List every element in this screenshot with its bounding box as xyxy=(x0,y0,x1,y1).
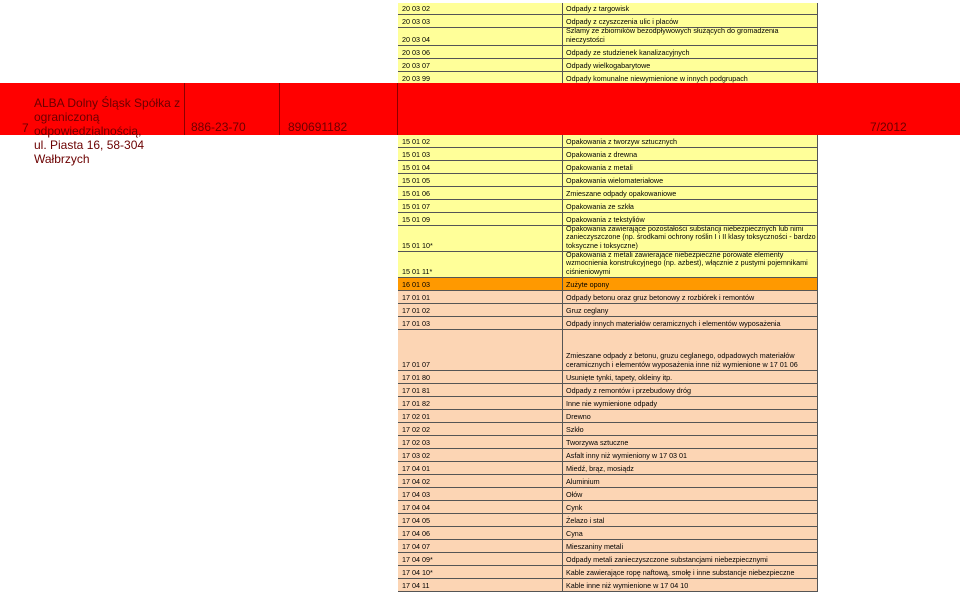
waste-code: 17 01 02 xyxy=(398,304,563,317)
table-row xyxy=(0,330,960,371)
waste-description: Cynk xyxy=(563,501,818,514)
table-row xyxy=(0,475,960,488)
table-row xyxy=(0,174,960,187)
company-number: 7 xyxy=(22,121,29,135)
waste-description: Żelazo i stal xyxy=(563,514,818,527)
waste-description: Inne nie wymienione odpady xyxy=(563,397,818,410)
waste-description: Opakowania z tworzyw sztucznych xyxy=(563,135,818,148)
table-row xyxy=(0,28,960,46)
waste-code: 17 04 03 xyxy=(398,488,563,501)
table-row xyxy=(0,213,960,226)
waste-description: Odpady ze studzienek kanalizacyjnych xyxy=(563,46,818,59)
waste-description: Szkło xyxy=(563,423,818,436)
waste-code: 17 02 02 xyxy=(398,423,563,436)
waste-code: 17 04 07 xyxy=(398,540,563,553)
waste-code: 20 03 02 xyxy=(398,3,563,15)
waste-description: Tworzywa sztuczne xyxy=(563,436,818,449)
waste-code: 17 01 03 xyxy=(398,317,563,330)
waste-code: 20 03 99 xyxy=(398,72,563,85)
waste-description: Mieszaniny metali xyxy=(563,540,818,553)
waste-description: Opakowania ze szkła xyxy=(563,200,818,213)
waste-description: Opakowania z metali xyxy=(563,161,818,174)
company-nip: 890691182 xyxy=(280,83,398,135)
waste-code: 20 03 04 xyxy=(398,28,563,46)
table-row xyxy=(0,566,960,579)
waste-code: 17 03 02 xyxy=(398,449,563,462)
waste-code: 20 03 07 xyxy=(398,59,563,72)
table-row xyxy=(0,226,960,252)
waste-description: Zmieszane odpady z betonu, gruzu ceglanego, odpadowych materiałów ceramicznych i elementów wyposażenia inne niż wymienione w 17 01 06 xyxy=(563,330,818,371)
table-row xyxy=(0,397,960,410)
waste-code: 15 01 06 xyxy=(398,187,563,200)
waste-description: Aluminium xyxy=(563,475,818,488)
waste-code: 17 01 80 xyxy=(398,371,563,384)
waste-description: Gruz ceglany xyxy=(563,304,818,317)
waste-description: Odpady metali zanieczyszczone substancjami niebezpiecznymi xyxy=(563,553,818,566)
waste-code: 17 04 10* xyxy=(398,566,563,579)
waste-description: Asfalt inny niż wymieniony w 17 03 01 xyxy=(563,449,818,462)
waste-code: 17 01 81 xyxy=(398,384,563,397)
waste-description: Zmieszane odpady opakowaniowe xyxy=(563,187,818,200)
waste-description: Odpady komunalne niewymienione w innych podgrupach xyxy=(563,72,818,85)
waste-code: 17 04 06 xyxy=(398,527,563,540)
waste-code: 15 01 07 xyxy=(398,200,563,213)
table-row xyxy=(0,200,960,213)
waste-description: Odpady innych materiałów ceramicznych i elementów wyposażenia xyxy=(563,317,818,330)
waste-code: 17 04 01 xyxy=(398,462,563,475)
waste-description: Kable inne niż wymienione w 17 04 10 xyxy=(563,579,818,592)
table-row xyxy=(0,46,960,59)
waste-code: 17 04 04 xyxy=(398,501,563,514)
waste-description: Zużyte opony xyxy=(563,278,818,291)
waste-code: 15 01 11* xyxy=(398,252,563,278)
waste-description: Odpady z czyszczenia ulic i placów xyxy=(563,15,818,28)
table-row xyxy=(0,514,960,527)
table-row xyxy=(0,553,960,566)
table-row xyxy=(0,501,960,514)
waste-code: 15 01 05 xyxy=(398,174,563,187)
waste-description: Drewno xyxy=(563,410,818,423)
table-row xyxy=(0,252,960,278)
waste-description: Kable zawierające ropę naftową, smołę i inne substancje niebezpieczne xyxy=(563,566,818,579)
table-row xyxy=(0,436,960,449)
table-row xyxy=(0,317,960,330)
table-row xyxy=(0,384,960,397)
waste-code: 17 01 07 xyxy=(398,330,563,371)
waste-description: Odpady z remontów i przebudowy dróg xyxy=(563,384,818,397)
waste-description: Miedź, brąz, mosiądz xyxy=(563,462,818,475)
waste-code: 17 04 09* xyxy=(398,553,563,566)
waste-code: 17 01 82 xyxy=(398,397,563,410)
waste-code: 15 01 10* xyxy=(398,226,563,252)
waste-code: 20 03 03 xyxy=(398,15,563,28)
table-row xyxy=(0,371,960,384)
waste-description: Odpady betonu oraz gruz betonowy z rozbiórek i remontów xyxy=(563,291,818,304)
company-date: 7/2012 xyxy=(870,120,907,134)
waste-code: 20 03 06 xyxy=(398,46,563,59)
company-regon: 886-23-70 xyxy=(185,83,280,135)
waste-code: 17 02 03 xyxy=(398,436,563,449)
waste-code: 15 01 02 xyxy=(398,135,563,148)
table-row xyxy=(0,3,960,15)
table-row xyxy=(0,527,960,540)
table-row xyxy=(0,423,960,436)
table-row xyxy=(0,462,960,475)
waste-code: 17 04 02 xyxy=(398,475,563,488)
waste-code: 17 02 01 xyxy=(398,410,563,423)
waste-description: Cyna xyxy=(563,527,818,540)
table-row xyxy=(0,540,960,553)
company-name-line: ul. Piasta 16, 58-304 Wałbrzych xyxy=(34,138,145,166)
waste-description: Opakowania wielomateriałowe xyxy=(563,174,818,187)
company-name-line: ALBA Dolny Śląsk Spółka z xyxy=(34,96,181,110)
waste-description: Opakowania z tekstyliów xyxy=(563,213,818,226)
waste-code: 17 01 01 xyxy=(398,291,563,304)
table-row xyxy=(0,449,960,462)
waste-code: 17 04 05 xyxy=(398,514,563,527)
waste-description: Opakowania z drewna xyxy=(563,148,818,161)
waste-description: Usunięte tynki, tapety, okleiny itp. xyxy=(563,371,818,384)
table-row xyxy=(0,187,960,200)
table-row xyxy=(0,278,960,291)
table-row xyxy=(0,579,960,592)
waste-code: 16 01 03 xyxy=(398,278,563,291)
table-row xyxy=(0,304,960,317)
waste-code: 15 01 04 xyxy=(398,161,563,174)
waste-description: Ołów xyxy=(563,488,818,501)
table-row xyxy=(0,488,960,501)
waste-description: Odpady z targowisk xyxy=(563,3,818,15)
waste-description: Opakowania z metali zawierające niebezpieczne porowate elementy wzmocnienia konstrukcyjnego (np. azbest), włącznie z pustymi pojemnikami ciśnieniowymi xyxy=(563,252,818,278)
table-row xyxy=(0,59,960,72)
waste-code: 15 01 09 xyxy=(398,213,563,226)
table-row xyxy=(0,410,960,423)
waste-description: Odpady wielkogabarytowe xyxy=(563,59,818,72)
company-name-line: ograniczoną odpowiedzialnością, xyxy=(34,110,142,138)
waste-description: Szlamy ze zbiorników bezodpływowych służących do gromadzenia nieczystości xyxy=(563,28,818,46)
table-row xyxy=(0,15,960,28)
waste-code: 17 04 11 xyxy=(398,579,563,592)
waste-code: 15 01 03 xyxy=(398,148,563,161)
table-row xyxy=(0,291,960,304)
waste-description: Opakowania zawierające pozostałości substancji niebezpiecznych lub nimi zanieczyszczone (np. środkami ochrony roślin I i II klasy toksyczności - bardzo toksyczne i toksyczne) xyxy=(563,226,818,252)
